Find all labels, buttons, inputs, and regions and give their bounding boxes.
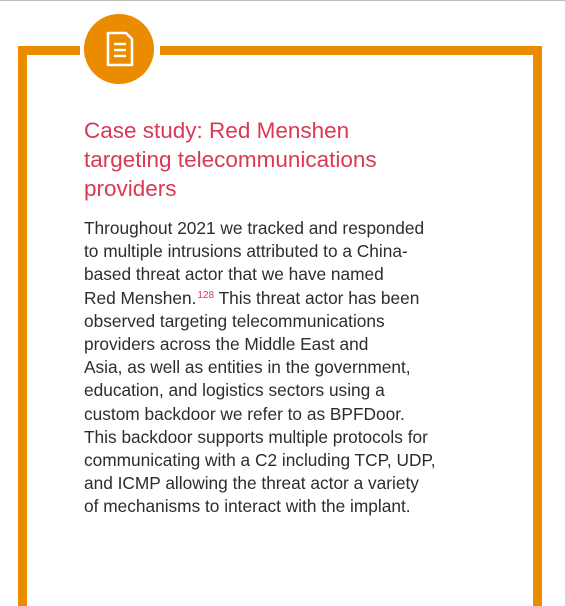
body-line: providers across the Middle East and <box>84 334 369 355</box>
body-line <box>84 287 524 310</box>
document-icon <box>84 14 154 84</box>
top-divider <box>0 0 565 1</box>
body-line: based threat actor that we have named <box>84 264 384 285</box>
title-line: Case study: Red Menshen <box>84 118 350 143</box>
body-line-continuation: This threat actor has been <box>214 287 420 308</box>
case-study-body <box>84 217 524 519</box>
body-line: custom backdoor we refer to as BPFDoor. <box>84 403 405 424</box>
title-line: targeting telecommunications <box>84 147 377 172</box>
case-study-title <box>84 116 524 203</box>
title-line: providers <box>84 176 177 201</box>
body-line: communicating with a C2 including TCP, UDP, <box>84 450 436 471</box>
body-line: Asia, as well as entities in the government, <box>84 357 411 378</box>
red-menshen-text: Red Menshen. <box>84 287 197 308</box>
body-line: to multiple intrusions attributed to a China- <box>84 241 408 262</box>
body-line: observed targeting telecommunications <box>84 310 385 331</box>
body-line: Throughout 2021 we tracked and responded <box>84 218 425 238</box>
body-line: and ICMP allowing the threat actor a variety <box>84 473 419 494</box>
footnote-reference: 128 <box>197 289 215 301</box>
body-line: education, and logistics sectors using a <box>84 380 385 401</box>
body-line: This backdoor supports multiple protocols for <box>84 426 428 447</box>
body-line: of mechanisms to interact with the implant. <box>84 496 411 517</box>
